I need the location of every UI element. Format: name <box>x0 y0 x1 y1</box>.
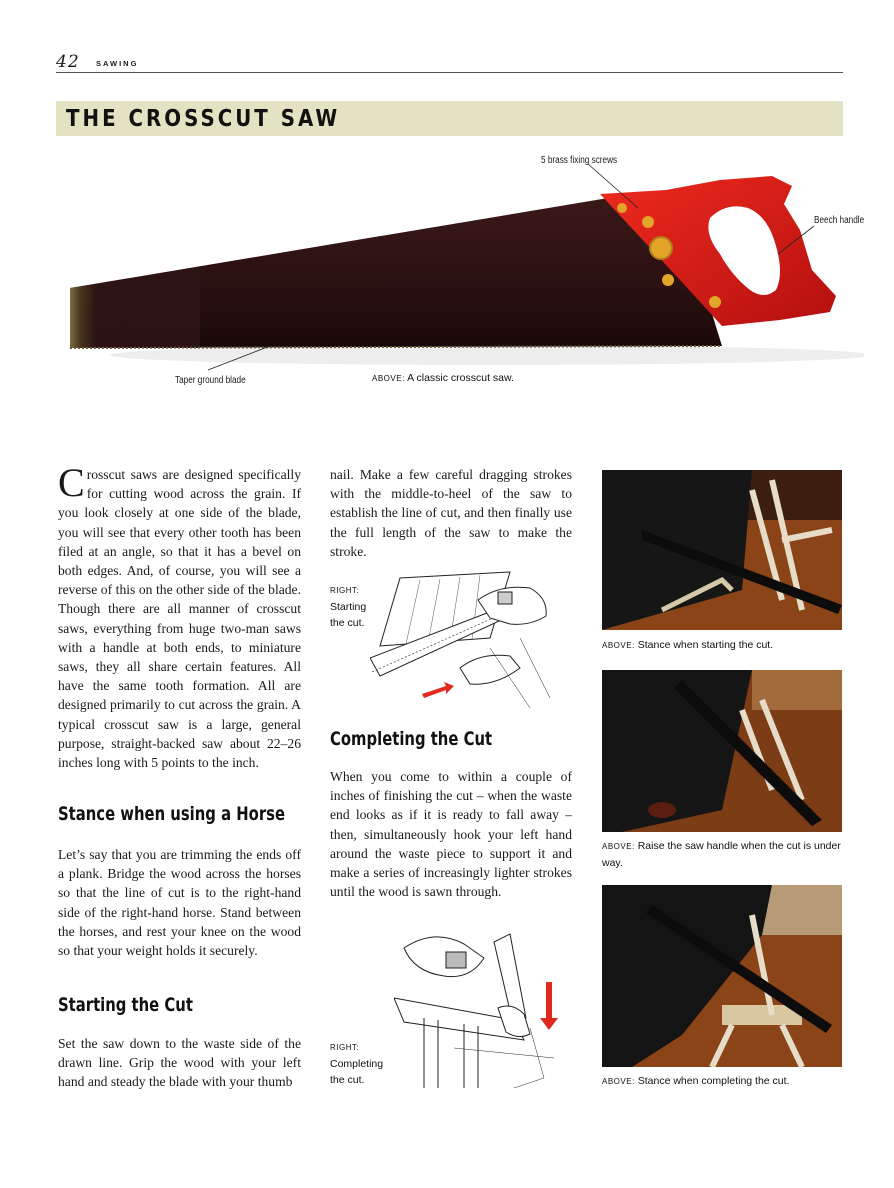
completing-body <box>330 767 572 901</box>
crosscut-saw-image <box>60 150 864 375</box>
stance-heading: Stance when using a Horse <box>58 803 286 825</box>
intro-line-2: cutting wood across the grain. If you <box>58 486 301 521</box>
photo-raising <box>602 670 842 832</box>
photo-completing <box>602 885 842 1067</box>
stance-paragraph: Let’s say that you are trimming the ends off a plank. Bridge the wood across the horses so that the line of cut is to the right-hand side of the right-hand horse. Stand between the horses, and rest your knee on the wood so that your weight holds it securely. <box>58 847 301 959</box>
fig1-tag: RIGHT: <box>330 586 360 595</box>
page-number: 42 <box>56 52 80 72</box>
continued-paragraph: nail. Make a few careful dragging strokes with the middle-to-heel of the saw to establish the line of cut, and then finally use the full length of the saw to make the stroke. <box>330 467 572 559</box>
photo2-tag: ABOVE: <box>602 842 635 851</box>
title-band <box>56 101 843 136</box>
page-title: THE CROSSCUT SAW <box>66 106 341 132</box>
completing-paragraph: When you come to within a couple of inches of finishing the cut – when the waste end looks as if it is ready to fall away – then, simultaneously hook your left hand around the waste piece to support it and make a series of increasingly lighter strokes until the wood is sawn through. <box>330 769 572 900</box>
starting-heading: Starting the Cut <box>58 994 193 1016</box>
intro-text <box>58 460 301 772</box>
photo3-tag: ABOVE: <box>602 1077 635 1086</box>
fig2-text: Completing the cut. <box>330 1058 384 1086</box>
middle-continued <box>330 465 572 561</box>
photo-starting <box>602 470 842 630</box>
drop-cap: C <box>58 460 85 505</box>
fig2-caption <box>330 1040 392 1088</box>
fig2-tag: RIGHT: <box>330 1043 360 1052</box>
callout-handle: Beech handle <box>814 215 865 226</box>
brass-screw <box>709 296 721 308</box>
photo1-caption: Stance when starting the cut. <box>637 639 774 651</box>
brass-screw <box>617 203 627 213</box>
photo-caption-1 <box>602 637 842 654</box>
header-rule <box>56 72 843 73</box>
callout-blade: Taper ground blade <box>175 375 246 386</box>
fig1-text: Starting the cut. <box>330 601 367 629</box>
intro-line-1: rosscut saws are designed specifically for <box>86 467 301 502</box>
starting-paragraph: Set the saw down to the waste side of the drawn line. Grip the wood with your left hand and steady the blade with your thumb <box>58 1036 301 1090</box>
brass-screw <box>650 237 672 259</box>
callout-screws: 5 brass fixing screws <box>541 155 618 166</box>
completing-cut-drawing <box>394 928 574 1090</box>
photo3-caption: Stance when completing the cut. <box>637 1075 790 1087</box>
caption-tag: ABOVE: <box>372 374 405 383</box>
intro-body: look closely at one side of the blade, you will see that every other tooth has been filed at an angle, so that it has a bevel on both edges. And, of course, you will see a reverse of this on the other side of the blade. Though there are all manner of crosscut saws, everything from huge two-man saws with a handle at both ends, to miniature saws, they all share certain features. All have the same tooth formation. All are designed primarily to cut across the grain. A typical crosscut saw is a large, general purpose, straight-backed saw about 22–26 inches long with 5 points to the inch. <box>58 505 301 771</box>
caption-text: A classic crosscut saw. <box>407 372 514 384</box>
brass-screw <box>642 216 654 228</box>
photo-caption-3 <box>602 1073 842 1090</box>
saw-caption <box>372 372 514 384</box>
completing-heading: Completing the Cut <box>330 728 493 750</box>
saw-figure <box>60 150 864 375</box>
stance-body <box>58 845 301 960</box>
photo-caption-2 <box>602 838 842 871</box>
starting-cut-drawing <box>370 568 560 708</box>
brass-screw <box>662 274 674 286</box>
photo2-caption: Raise the saw handle when the cut is under way. <box>602 840 841 869</box>
photo1-tag: ABOVE: <box>602 641 635 650</box>
starting-body <box>58 1034 301 1092</box>
section-label: SAWING <box>96 59 139 68</box>
